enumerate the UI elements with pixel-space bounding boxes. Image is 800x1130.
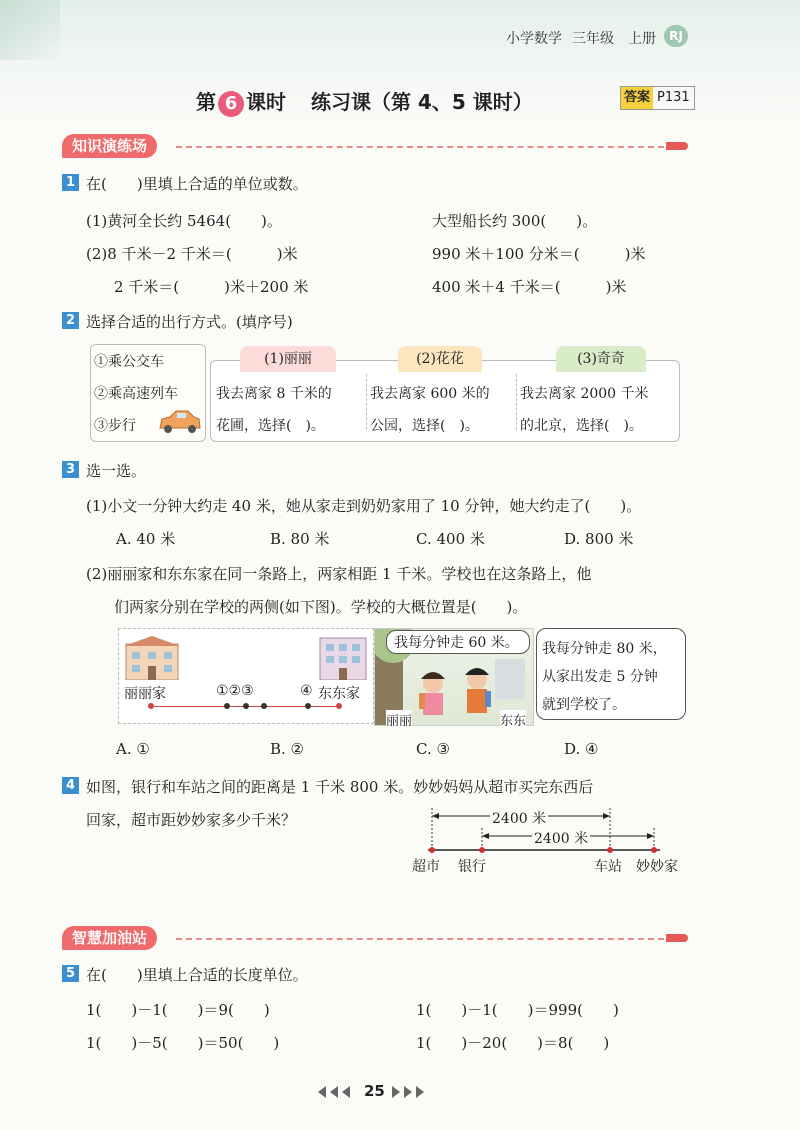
person-tab: (2)花花 (398, 346, 482, 372)
section-practice-label: 知识演练场 (62, 134, 157, 158)
route-dot (261, 703, 267, 709)
q1-item: 990 米＋100 分米＝( )米 (432, 245, 646, 263)
q1-item: (1)黄河全长约 5464( )。 (86, 212, 282, 230)
q1-item: 2 千米＝( )米＋200 米 (114, 278, 309, 296)
person-text: 花圃，选择( )。 (216, 418, 325, 434)
section-challenge-label: 智慧加油站 (62, 926, 157, 950)
person-tab: (3)奇奇 (556, 346, 646, 372)
q5-item: 1( )－20( )＝8( ) (416, 1034, 610, 1052)
q3-option: B. ② (270, 740, 305, 758)
route-dot (243, 703, 249, 709)
place-label: 车站 (594, 859, 622, 875)
travel-option: ②乘高速列车 (94, 386, 178, 402)
answer-page: P131 (657, 90, 690, 105)
pencil-icon (666, 934, 688, 942)
person-text: 公园，选择( )。 (370, 418, 479, 434)
q5-item: 1( )－1( )＝999( ) (416, 1001, 619, 1019)
answer-label: 答案 (621, 87, 653, 109)
map-label-dongdong-home: 东东家 (318, 686, 360, 702)
question-number: 3 (62, 461, 79, 478)
question-number: 5 (62, 965, 79, 982)
person-text: 的北京，选择( )。 (520, 418, 643, 434)
map-marks: ①②③ (216, 683, 254, 699)
building-icon (318, 634, 368, 680)
person-text: 我去离家 2000 千米 (520, 386, 649, 402)
building-icon (124, 636, 180, 680)
divider (366, 374, 367, 430)
lesson-prefix: 第 (196, 90, 216, 114)
q1-item: 大型船长约 300( )。 (432, 212, 598, 230)
section-divider (176, 938, 664, 940)
q3-option: D. 800 米 (564, 530, 634, 548)
answer-reference (620, 86, 695, 110)
speech-text-dongdong: 就到学校了。 (542, 697, 626, 713)
route-dot (224, 703, 230, 709)
q4-text: 如图，银行和车站之间的距离是 1 千米 800 米。妙妙妈妈从超市买完东西后 (86, 778, 594, 796)
left-arrows-icon (318, 1086, 358, 1098)
distance-label-bottom: 2400 米 (532, 828, 590, 848)
car-icon (156, 408, 202, 436)
route-dot (148, 703, 154, 709)
right-arrows-icon (392, 1086, 432, 1098)
q1-stem: 在( )里填上合适的单位或数。 (86, 175, 308, 193)
map-mark-4: ④ (300, 683, 313, 699)
q3-option: A. 40 米 (116, 530, 176, 548)
q4-text: 回家，超市距妙妙家多少千米？ (86, 811, 297, 829)
q3-part2: 们两家分别在学校的两侧(如下图)。学校的大概位置是( )。 (114, 598, 528, 616)
header-subject: 小学数学 (506, 31, 562, 47)
header-volume: 上册 (628, 31, 656, 47)
lesson-title (196, 86, 533, 117)
route-dot (305, 703, 311, 709)
section-divider (176, 146, 664, 148)
distance-label-top: 2400 米 (490, 808, 548, 828)
person-text: 我去离家 600 米的 (370, 386, 490, 402)
route-dot (336, 703, 342, 709)
travel-option: ①乘公交车 (94, 354, 164, 370)
speech-text-dongdong: 从家出发走 5 分钟 (542, 669, 658, 685)
question-number: 4 (62, 777, 79, 794)
place-label: 妙妙家 (636, 859, 678, 875)
child-name-dongdong: 东东 (500, 710, 526, 729)
q3-option: B. 80 米 (270, 530, 330, 548)
lesson-suffix: 课时 (246, 90, 286, 114)
travel-option: ③步行 (94, 418, 136, 434)
q3-part1: (1)小文一分钟大约走 40 米，她从家走到奶奶家用了 10 分钟，她大约走了( )。 (86, 497, 642, 515)
edition-badge: RJ (664, 25, 688, 47)
speech-text-lili: 我每分钟走 60 米。 (394, 635, 519, 651)
q5-item: 1( )－5( )＝50( ) (86, 1034, 280, 1052)
q3-option: D. ④ (564, 740, 599, 758)
q5-stem: 在( )里填上合适的长度单位。 (86, 966, 308, 984)
divider (516, 374, 517, 430)
q3-part2: (2)丽丽家和东东家在同一条路上，两家相距 1 千米。学校也在这条路上，他 (86, 565, 592, 583)
map-label-lili-home: 丽丽家 (124, 686, 166, 702)
question-number: 2 (62, 312, 79, 329)
place-label: 超市 (412, 859, 440, 875)
q3-option: A. ① (116, 740, 150, 758)
speech-text-dongdong: 我每分钟走 80 米， (542, 641, 667, 657)
q3-stem: 选一选。 (86, 462, 147, 480)
q3-option: C. 400 米 (416, 530, 485, 548)
place-label: 银行 (458, 859, 486, 875)
question-number: 1 (62, 174, 79, 191)
page-number: 25 (364, 1082, 385, 1100)
q5-item: 1( )－1( )＝9( ) (86, 1001, 270, 1019)
q2-stem: 选择合适的出行方式。(填序号) (86, 313, 293, 331)
lesson-number: 6 (218, 91, 244, 117)
q3-option: C. ③ (416, 740, 450, 758)
corner-shade (0, 0, 60, 60)
q1-item: (2)8 千米－2 千米＝( )米 (86, 245, 298, 263)
person-text: 我去离家 8 千米的 (216, 386, 332, 402)
q1-item: 400 米＋4 千米＝( )米 (432, 278, 627, 296)
person-tab: (1)丽丽 (240, 346, 336, 372)
lesson-name: 练习课（第 4、5 课时） (310, 90, 533, 114)
pencil-icon (666, 142, 688, 150)
child-name-lili: 丽丽 (386, 710, 412, 729)
header-grade: 三年级 (572, 31, 614, 47)
